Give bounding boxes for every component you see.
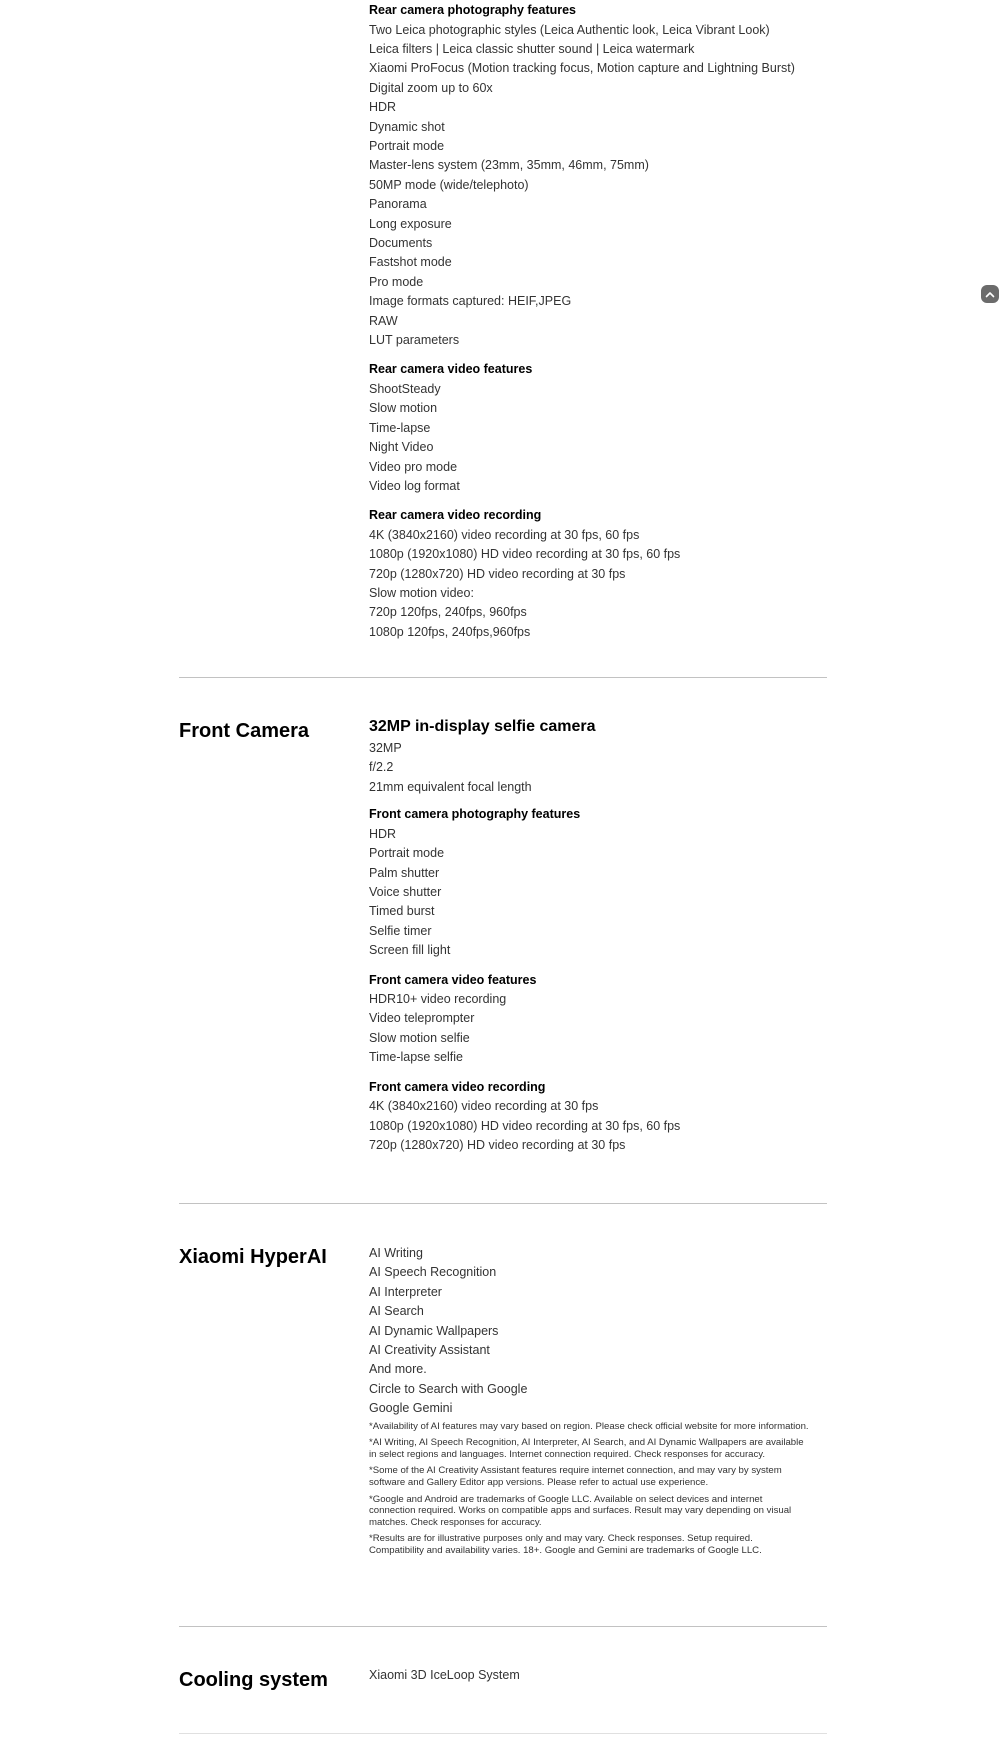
- hyperai-body: [369, 1244, 827, 1562]
- list-item: And more.: [369, 1362, 427, 1377]
- spec-group-rear-video-recording: [369, 506, 827, 642]
- list-item: Video log format: [369, 478, 460, 493]
- front-camera-section: [179, 716, 827, 1165]
- rear-camera-section: [179, 1, 827, 652]
- front-camera-body: [369, 716, 827, 1165]
- group-title: Front camera photography features: [369, 807, 581, 822]
- list-item: Google Gemini: [369, 1401, 453, 1416]
- list-item: RAW: [369, 313, 398, 328]
- list-item: 1080p 120fps, 240fps,960fps: [369, 624, 531, 639]
- spec-group-rear-video-features: [369, 360, 827, 496]
- list-item: AI Speech Recognition: [369, 1265, 497, 1280]
- section-divider: [179, 1733, 827, 1734]
- hyperai-features: [369, 1244, 827, 1419]
- group-title: Rear camera video recording: [369, 508, 542, 523]
- spec-group-front-photo: [369, 805, 827, 960]
- section-title: Cooling system: [179, 1669, 328, 1691]
- group-title: Front camera video features: [369, 972, 537, 987]
- list-item: 50MP mode (wide/telephoto): [369, 177, 529, 192]
- spec-item: f/2.2: [369, 760, 394, 775]
- footnote: *Some of the AI Creativity Assistant features require internet connection, and may vary by system software and Gallery Editor app versions. Please refer to actual use experience.: [369, 1465, 782, 1489]
- list-item: Selfie timer: [369, 923, 432, 938]
- list-item: Digital zoom up to 60x: [369, 80, 493, 95]
- list-item: Slow motion: [369, 401, 438, 416]
- list-item: Voice shutter: [369, 884, 442, 899]
- list-item: 720p 120fps, 240fps, 960fps: [369, 605, 527, 620]
- list-item: 4K (3840x2160) video recording at 30 fps: [369, 1099, 599, 1114]
- spec-group-front-video-recording: [369, 1078, 827, 1156]
- cooling-body: [369, 1666, 827, 1693]
- front-camera-headline: 32MP in-display selfie camera: [369, 718, 596, 735]
- spec-item: 32MP: [369, 741, 402, 755]
- list-item: Documents: [369, 235, 433, 250]
- section-divider: [179, 1203, 827, 1204]
- list-item: ShootSteady: [369, 381, 441, 396]
- hyperai-footnotes: [369, 1421, 827, 1557]
- cooling-section: [179, 1666, 827, 1693]
- list-item: LUT parameters: [369, 333, 460, 347]
- list-item: Long exposure: [369, 216, 452, 231]
- list-item: AI Search: [369, 1304, 424, 1319]
- list-item: Timed burst: [369, 904, 435, 919]
- list-item: Palm shutter: [369, 865, 440, 880]
- list-item: Screen fill light: [369, 943, 451, 958]
- front-camera-hero: [369, 716, 827, 797]
- spec-group-rear-photo: [369, 1, 827, 350]
- footnote: *Google and Android are trademarks of Google LLC. Available on select devices and internet connection required. Works on compatible apps and surfaces. Result may vary depending on visual matches. Check responses for accuracy.: [369, 1493, 792, 1528]
- list-item: Pro mode: [369, 274, 424, 289]
- group-title: Front camera video recording: [369, 1079, 546, 1094]
- spec-group-front-video-features: [369, 971, 827, 1068]
- spec-item: 21mm equivalent focal length: [369, 779, 532, 794]
- list-item: Night Video: [369, 440, 434, 455]
- list-item: Slow motion selfie: [369, 1030, 470, 1045]
- list-item: 4K (3840x2160) video recording at 30 fps, 60 fps: [369, 527, 640, 542]
- rear-camera-title-spacer: [179, 1, 369, 652]
- list-item: AI Dynamic Wallpapers: [369, 1323, 499, 1338]
- footnote: *AI Writing, AI Speech Recognition, AI Interpreter, AI Search, and AI Dynamic Wallpapers are available in select regions and languages. Internet connection required. Check responses for accuracy.: [369, 1437, 804, 1460]
- list-item: Leica filters | Leica classic shutter sound | Leica watermark: [369, 41, 695, 56]
- section-divider: [179, 1626, 827, 1627]
- list-item: AI Interpreter: [369, 1284, 442, 1299]
- list-item: Master-lens system (23mm, 35mm, 46mm, 75mm): [369, 158, 649, 173]
- list-item: Time-lapse selfie: [369, 1050, 464, 1065]
- list-item: 720p (1280x720) HD video recording at 30 fps: [369, 566, 626, 581]
- list-item: 720p (1280x720) HD video recording at 30 fps: [369, 1138, 626, 1152]
- list-item: Panorama: [369, 197, 427, 212]
- list-item: Slow motion video:: [369, 586, 474, 601]
- hyperai-section: [179, 1244, 827, 1562]
- list-item: Portrait mode: [369, 138, 445, 153]
- list-item: HDR10+ video recording: [369, 992, 507, 1007]
- list-item: Image formats captured: HEIF,JPEG: [369, 294, 572, 309]
- list-item: Xiaomi ProFocus (Motion tracking focus, Motion capture and Lightning Burst): [369, 61, 795, 76]
- list-item: AI Writing: [369, 1246, 423, 1260]
- list-item: Dynamic shot: [369, 119, 445, 134]
- list-item: 1080p (1920x1080) HD video recording at 30 fps, 60 fps: [369, 1118, 681, 1133]
- chevron-up-icon: [985, 291, 995, 298]
- list-item: Time-lapse: [369, 420, 431, 435]
- rear-camera-body: [369, 1, 827, 652]
- list-item: AI Creativity Assistant: [369, 1343, 490, 1358]
- section-title: Front Camera: [179, 720, 310, 742]
- list-item: Portrait mode: [369, 846, 445, 861]
- group-title: Rear camera photography features: [369, 3, 577, 17]
- list-item: Video pro mode: [369, 459, 458, 474]
- list-item: Circle to Search with Google: [369, 1381, 528, 1396]
- back-to-top-button[interactable]: [981, 285, 999, 303]
- section-title: Xiaomi HyperAI: [179, 1246, 327, 1268]
- list-item: Video teleprompter: [369, 1011, 475, 1026]
- list-item: Two Leica photographic styles (Leica Authentic look, Leica Vibrant Look): [369, 22, 770, 37]
- list-item: HDR: [369, 826, 397, 841]
- list-item: Xiaomi 3D IceLoop System: [369, 1668, 520, 1682]
- section-divider: [179, 677, 827, 678]
- list-item: HDR: [369, 100, 397, 115]
- footnote: *Availability of AI features may vary based on region. Please check official website for more information.: [369, 1420, 809, 1432]
- list-item: Fastshot mode: [369, 255, 452, 270]
- group-title: Rear camera video features: [369, 362, 533, 377]
- footnote: *Results are for illustrative purposes only and may vary. Check responses. Setup required. Compatibility and availability varies. 18+. Google and Gemini are trademarks of Google LLC.: [369, 1533, 762, 1556]
- list-item: 1080p (1920x1080) HD video recording at 30 fps, 60 fps: [369, 547, 681, 562]
